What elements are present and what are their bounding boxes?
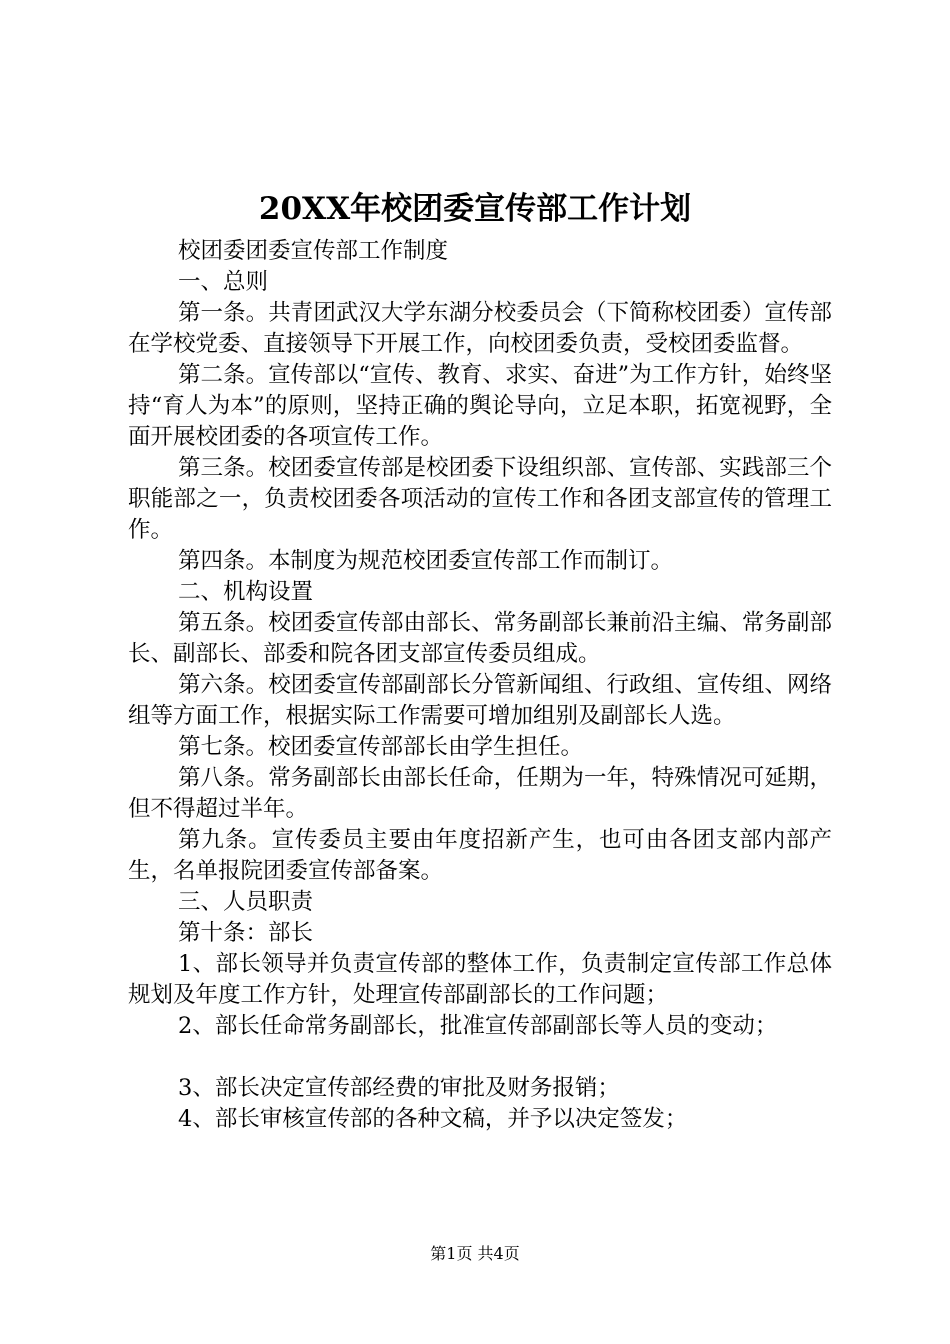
paragraph: 校团委团委宣传部工作制度 [178,238,449,264]
list-item: 3、部长决定宣传部经费的审批及财务报销； [178,1075,620,1101]
paragraph: 第七条。校团委宣传部部长由学生担任。 [178,734,584,760]
paragraph: 第九条。宣传委员主要由年度招新产生，也可由各团支部内部产生，名单报院团委宣传部备案。 [128,827,832,884]
list-item: 2、部长任命常务副部长，批准宣传部副部长等人员的变动； [178,1013,778,1039]
paragraph: 第八条。常务副部长由部长任命，任期为一年，特殊情况可延期，但不得超过半年。 [128,765,832,822]
document-title: 20XX年校团委宣传部工作计划 [258,191,692,227]
list-item: 4、部长审核宣传部的各种文稿，并予以决定签发； [178,1106,688,1132]
list-item: 1、部长领导并负责宣传部的整体工作，负责制定宣传部工作总体规划及年度工作方针，处理宣传部副部长的工作问题； [128,951,832,1008]
paragraph: 第四条。本制度为规范校团委宣传部工作而制订。 [178,548,674,574]
page-number-footer: 第1页 共4页 [430,1244,520,1263]
paragraph: 第一条。共青团武汉大学东湖分校委员会（下简称校团委）宣传部在学校党委、直接领导下开展工作，向校团委负责，受校团委监督。 [128,300,832,357]
paragraph: 第六条。校团委宣传部副部长分管新闻组、行政组、宣传组、网络组等方面工作，根据实际工作需要可增加组别及副部长人选。 [128,672,832,729]
paragraph: 第十条：部长 [178,920,314,946]
section-heading: 一、总则 [178,269,269,295]
paragraph: 第五条。校团委宣传部由部长、常务副部长兼前沿主编、常务副部长、副部长、部委和院各团支部宣传委员组成。 [128,610,832,667]
paragraph: 第三条。校团委宣传部是校团委下设组织部、宣传部、实践部三个职能部之一，负责校团委各项活动的宣传工作和各团支部宣传的管理工作。 [128,455,832,543]
section-heading: 二、机构设置 [178,579,314,605]
section-heading: 三、人员职责 [178,889,314,915]
paragraph: 第二条。宣传部以“宣传、教育、求实、奋进”为工作方针，始终坚持“育人为本”的原则，坚持正确的舆论导向，立足本职，拓宽视野，全面开展校团委的各项宣传工作。 [128,362,832,450]
document-body [128,236,832,1135]
